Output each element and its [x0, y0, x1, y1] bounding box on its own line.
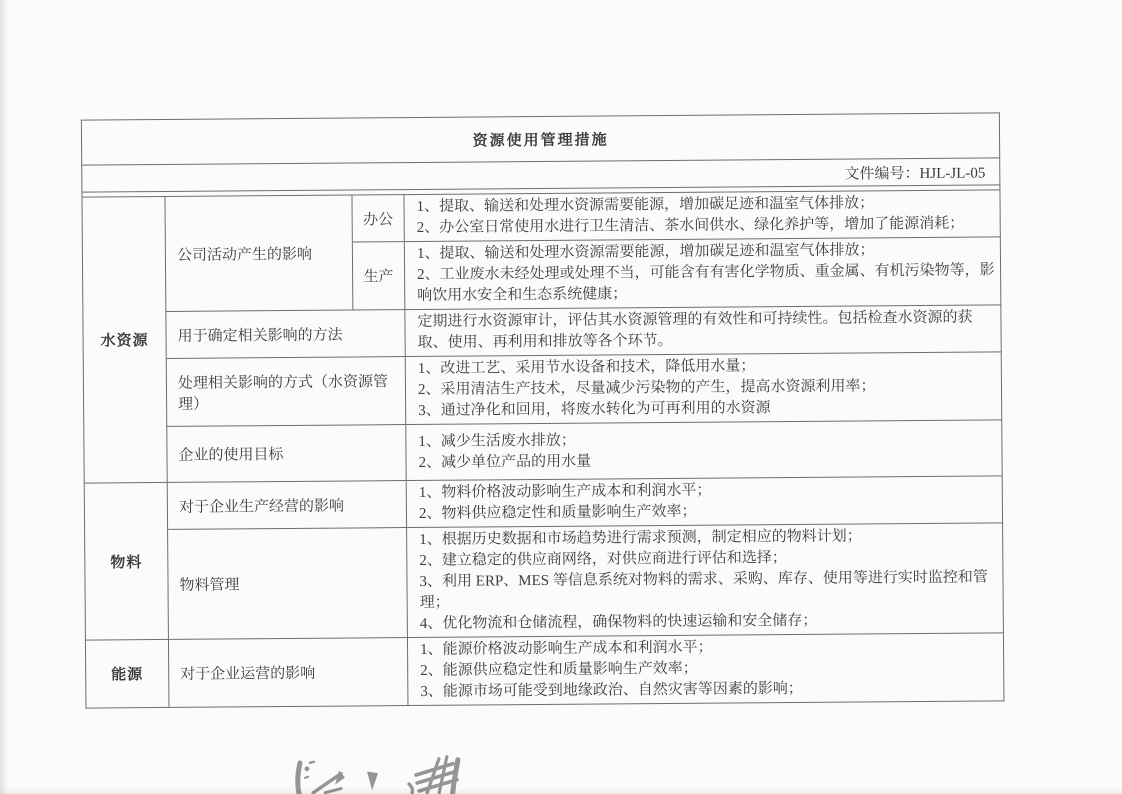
- category-cell-water: 水资源: [82, 196, 167, 483]
- content-line: 2、办公室日常使用水进行卫生清洁、茶水间供水、绿化养护等，增加了能源消耗；: [416, 215, 965, 236]
- content-line: 定期进行水资源审计，评估其水资源管理的有效性和可持续性。包括检查水资源的获取、使用、再利用和排放等各个环节。: [417, 309, 973, 351]
- aspect-cell-handling-method: 处理相关影响的方式（水资源管理）: [166, 357, 406, 427]
- category-cell-energy: 能源: [85, 639, 169, 708]
- content-line: 1、能源价格波动影响生产成本和利润水平；: [419, 639, 713, 658]
- content-cell: [407, 633, 1004, 706]
- content-line: 3、能源市场可能受到地缘政治、自然灾害等因素的影响；: [420, 680, 803, 700]
- content-line: 3、利用 ERP、MES 等信息系统对物料的需求、采购、库存、使用等进行实时监控和管理；: [419, 569, 988, 611]
- document-title: 资源使用管理措施: [81, 113, 999, 165]
- content-line: 1、改进工艺、采用节水设备和技术，降低用水量；: [417, 358, 756, 377]
- handwritten-marks: [281, 746, 466, 794]
- content-line: 2、能源供应稳定性和质量影响生产效率；: [420, 660, 698, 679]
- content-cell: [404, 190, 1000, 242]
- content-line: 3、通过净化和回用，将废水转化为可再利用的水资源: [418, 400, 771, 419]
- category-cell-materials: 物料: [84, 482, 168, 640]
- sub-cell-office: 办公: [352, 195, 404, 242]
- content-line: 1、根据历史数据和市场趋势进行需求预测，制定相应的物料计划；: [419, 528, 862, 548]
- content-line: 4、优化物流和仓储流程，确保物料的快速运输和安全储存；: [419, 612, 818, 632]
- content-cell: [405, 352, 1002, 425]
- resource-management-table: [81, 112, 1005, 708]
- sub-cell-production: 生产: [352, 242, 405, 310]
- content-line: 1、提取、输送和处理水资源需要能源，增加碳足迹和温室气体排放；: [416, 242, 875, 262]
- content-cell: [406, 476, 1002, 528]
- content-cell: [407, 523, 1004, 638]
- content-line: 2、减少单位产品的用水量: [418, 453, 592, 471]
- aspect-cell-production-operation-impact: 对于企业生产经营的影响: [167, 481, 406, 530]
- content-cell: [404, 237, 1001, 310]
- content-line: 2、采用清洁生产技术，尽量减少污染物的产生，提高水资源利用率；: [417, 378, 876, 398]
- aspect-cell-operation-impact: 对于企业运营的影响: [168, 638, 408, 708]
- document-number: 文件编号：HJL-JL-05: [82, 158, 1000, 192]
- content-line: 2、物料供应稳定性和质量影响生产效率；: [418, 503, 697, 522]
- aspect-cell-company-activity-impact: 公司活动产生的影响: [165, 195, 353, 311]
- content-line: 1、提取、输送和处理水资源需要能源，增加碳足迹和温室气体排放；: [416, 195, 875, 215]
- aspect-cell-determination-method: 用于确定相关影响的方法: [166, 310, 405, 359]
- content-cell: [406, 420, 1002, 481]
- content-line: 2、建立稳定的供应商网络，对供应商进行评估和选择；: [419, 550, 787, 569]
- content-line: 2、工业废水未经处理或处理不当，可能含有有害化学物质、重金属、有机污染物等，影响饮用水安全和生态系统健康；: [417, 262, 995, 304]
- aspect-cell-material-management: 物料管理: [168, 528, 408, 640]
- aspect-cell-usage-target: 企业的使用目标: [167, 425, 406, 483]
- content-line: 1、物料价格波动影响生产成本和利润水平；: [418, 482, 712, 501]
- content-line: 1、减少生活废水排放；: [418, 432, 576, 450]
- content-cell: [405, 305, 1001, 357]
